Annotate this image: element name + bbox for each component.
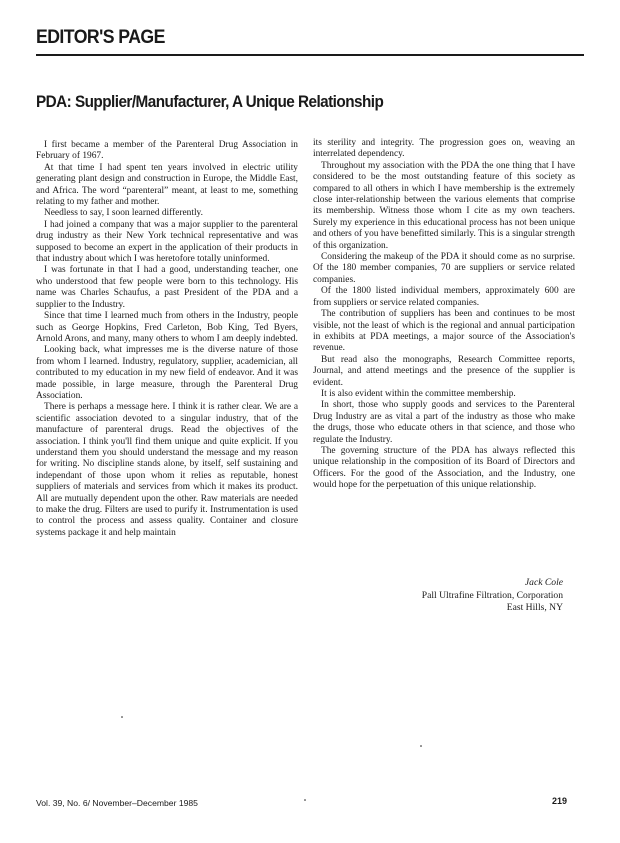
paragraph: The contribution of suppliers has been and continues to be most visible, not the least of which is the regional and annual participation in exhibits at PDA meetings, a major source of the Association's revenue.: [313, 309, 575, 354]
paragraph: I first became a member of the Parenteral Drug Association in February of 1967.: [36, 140, 298, 162]
article-title: PDA: Supplier/Manufacturer, A Unique Relationship: [36, 92, 384, 111]
right-column: [313, 138, 575, 492]
author-name: Jack Cole: [524, 577, 563, 588]
paragraph: its sterility and integrity. The progression goes on, weaving an interrelated dependency.: [313, 138, 575, 160]
print-speck: [121, 716, 123, 718]
left-column: [36, 140, 298, 539]
issue-info: Vol. 39, No. 6/ November–December 1985: [36, 798, 198, 808]
paragraph: In short, those who supply goods and services to the Parenteral Drug Industry are as vital a part of the industry as those who make the drugs, those who educate others in that science, and those who regulate the Industry.: [313, 400, 575, 445]
section-rule: [36, 54, 584, 56]
paragraph: I was fortunate in that I had a good, understanding teacher, one who understood that few people were born to this technology. His name was Charles Schaufus, a past President of the PDA and a supplier to the Industry.: [36, 265, 298, 310]
print-speck: [420, 745, 422, 747]
paragraph: But read also the monographs, Research Committee reports, Journal, and attend meetings and the presence of the supplier is evident.: [313, 354, 575, 388]
author-organization: Pall Ultrafine Filtration, Corporation: [421, 589, 563, 601]
paragraph: The governing structure of the PDA has always reflected this unique relationship in the composition of its Board of Directors and Officers. For the good of the Association, and the Industry, one would hope for the perpetuation of this unique relationship.: [313, 445, 575, 491]
print-speck: [304, 799, 306, 801]
paragraph: It is also evident within the committee membership.: [321, 388, 516, 399]
paragraph: At that time I had spent ten years involved in electric utility generating plant design and construction in Europe, the Middle East, and Africa. The word “parenteral” meant, at least to me, something relating to my father and mother.: [36, 162, 298, 208]
author-location: East Hills, NY: [506, 602, 563, 614]
paragraph: Of the 1800 listed individual members, approximately 600 are from suppliers or service related companies.: [313, 286, 575, 308]
paragraph: Looking back, what impresses me is the diverse nature of those from whom I learned. Industry, regulatory, supplier, academician, all contributed to my education in my new field of endeavor. And it was made possible, in large measure, through the Parenteral Drug Association.: [36, 345, 298, 401]
paragraph: Considering the makeup of the PDA it should come as no surprise. Of the 180 member companies, 70 are suppliers or service related companies.: [313, 252, 575, 285]
paragraph: There is perhaps a message here. I think it is rather clear. We are a scientific association devoted to a singular industry, that of the manufacture of parenteral drugs. Read the objectives of the association. I think you'll find them unique and quite explicit. If you understand them you should understand the message and my reason for writing. No discipline stands alone, by itself, self sustaining and independant of those upon whom it relies as reputable, honest suppliers of materials and services from which it makes its product. All are mutually dependent upon the other. Raw materials are needed to make the drug. Filters are used to purify it. Instrumentation is used to control the process and assess quality. Container and closure systems package it and help maintain: [36, 402, 298, 538]
paragraph: Needless to say, I soon learned differently.: [44, 208, 203, 219]
section-heading: EDITOR'S PAGE: [36, 27, 165, 48]
signature-block: [422, 577, 563, 615]
page-number: 219: [551, 796, 567, 806]
paragraph: Since that time I learned much from others in the Industry, people such as George Hopkins, Fred Carleton, Bob King, Ted Byers, Arnold Arons, and many, many others to whom I am deeply indebted.: [36, 311, 298, 344]
paragraph: I had joined a company that was a major supplier to the parenteral drug industry as their New York technical representative and was supposed to become an expert in the application of their products in that industry about which I was heretofore totally uninformed.: [36, 219, 298, 265]
paragraph: Throughout my association with the PDA the one thing that I have considered to be the most outstanding feature of this society as compared to all others in which I have membership is the extremely close inter-relationship between the various elements that comprise its membership. Witness those whom I cite as my own teachers. Surely my experience in this educational process has not been unique and others of you have benefitted similarly. This is a singular strength of this organization.: [313, 160, 575, 251]
